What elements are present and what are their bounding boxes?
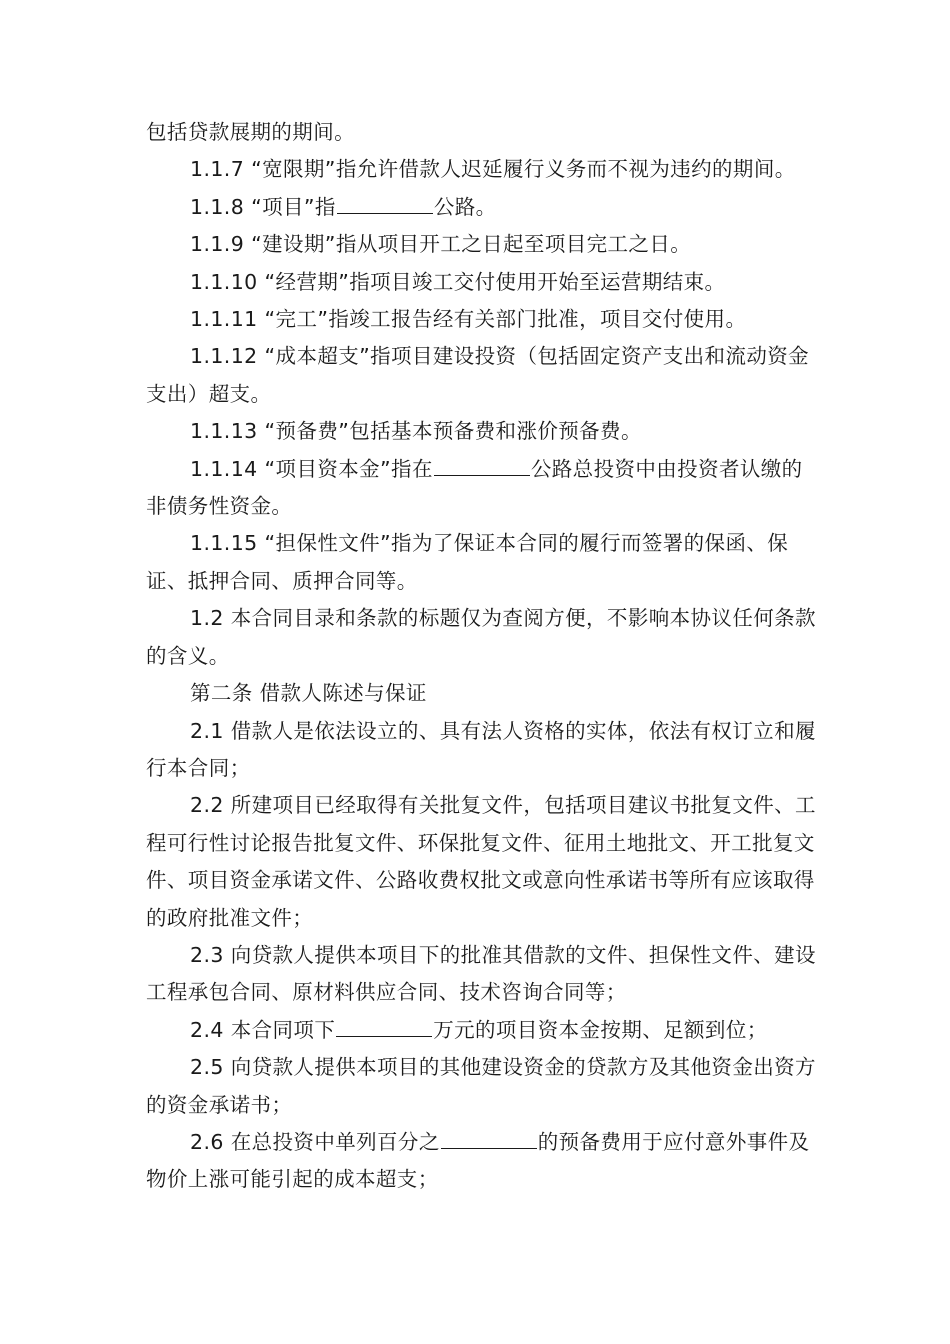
paragraph-text: 1.1.14 “项目资本金”指在 xyxy=(190,456,433,481)
fill-in-blank[interactable] xyxy=(336,1016,432,1037)
paragraph-1-1-12: 1.1.12 “成本超支”指项目建设投资（包括固定资产支出和流动资金支出）超支。 xyxy=(146,344,810,406)
paragraph-1-1-8 xyxy=(146,189,816,226)
paragraph-1-1-10: 1.1.10 “经营期”指项目竣工交付使用开始至运营期结束。 xyxy=(190,269,726,294)
paragraph-2-3: 2.3 向贷款人提供本项目下的批准其借款的文件、担保性文件、建设工程承包合同、原材料供应合同、技术咨询合同等； xyxy=(146,942,816,1005)
paragraph-1-2: 1.2 本合同目录和条款的标题仅为查阅方便，不影响本协议任何条款的含义。 xyxy=(146,606,816,668)
paragraph-2-4 xyxy=(146,1012,816,1049)
fill-in-blank[interactable] xyxy=(441,1128,537,1149)
paragraph-2-6 xyxy=(146,1124,816,1199)
paragraph-1-1-7: 1.1.7 “宽限期”指允许借款人迟延履行义务而不视为违约的期间。 xyxy=(190,157,796,182)
paragraph-2-5: 2.5 向贷款人提供本项目的其他建设资金的贷款方及其他资金出资方的资金承诺书； xyxy=(146,1055,816,1117)
paragraph-1-1-15: 1.1.15 “担保性文件”指为了保证本合同的履行而签署的保函、保证、抵押合同、质押合同等。 xyxy=(146,531,789,593)
paragraph-1-1-14 xyxy=(146,451,816,526)
paragraph-text: 1.1.8 “项目”指 xyxy=(190,194,336,219)
paragraph-text: 万元的项目资本金按期、足额到位； xyxy=(433,1017,768,1042)
paragraph-continuation: 包括贷款展期的期间。 xyxy=(146,120,355,144)
paragraph-text: 2.4 本合同项下 xyxy=(190,1017,336,1042)
fill-in-blank[interactable] xyxy=(434,455,530,476)
contract-text xyxy=(146,114,816,1199)
paragraph-1-1-9: 1.1.9 “建设期”指从项目开工之日起至项目完工之日。 xyxy=(190,232,692,257)
article-2-heading: 第二条 借款人陈述与保证 xyxy=(190,681,427,706)
paragraph-text: 公路总投资中由投资者认缴的非债务性资金。 xyxy=(146,456,803,519)
paragraph-1-1-13: 1.1.13 “预备费”包括基本预备费和涨价预备费。 xyxy=(190,419,642,444)
paragraph-1-1-11: 1.1.11 “完工”指竣工报告经有关部门批准，项目交付使用。 xyxy=(190,307,747,332)
paragraph-2-2: 2.2 所建项目已经取得有关批复文件，包括项目建议书批复文件、工程可行性讨论报告批复文件、环保批复文件、征用土地批文、开工批复文件、项目资金承诺文件、公路收费权批文或意向性承诺书等所有应该取得的政府批准文件； xyxy=(146,793,816,930)
paragraph-text: 的预备费用于应付意外事件及物价上涨可能引起的成本超支； xyxy=(146,1129,810,1192)
paragraph-text: 2.6 在总投资中单列百分之 xyxy=(190,1129,440,1154)
paragraph-text: 公路。 xyxy=(433,194,497,219)
paragraph-2-1: 2.1 借款人是依法设立的、具有法人资格的实体，依法有权订立和履行本合同； xyxy=(146,718,816,780)
fill-in-blank[interactable] xyxy=(337,193,433,214)
